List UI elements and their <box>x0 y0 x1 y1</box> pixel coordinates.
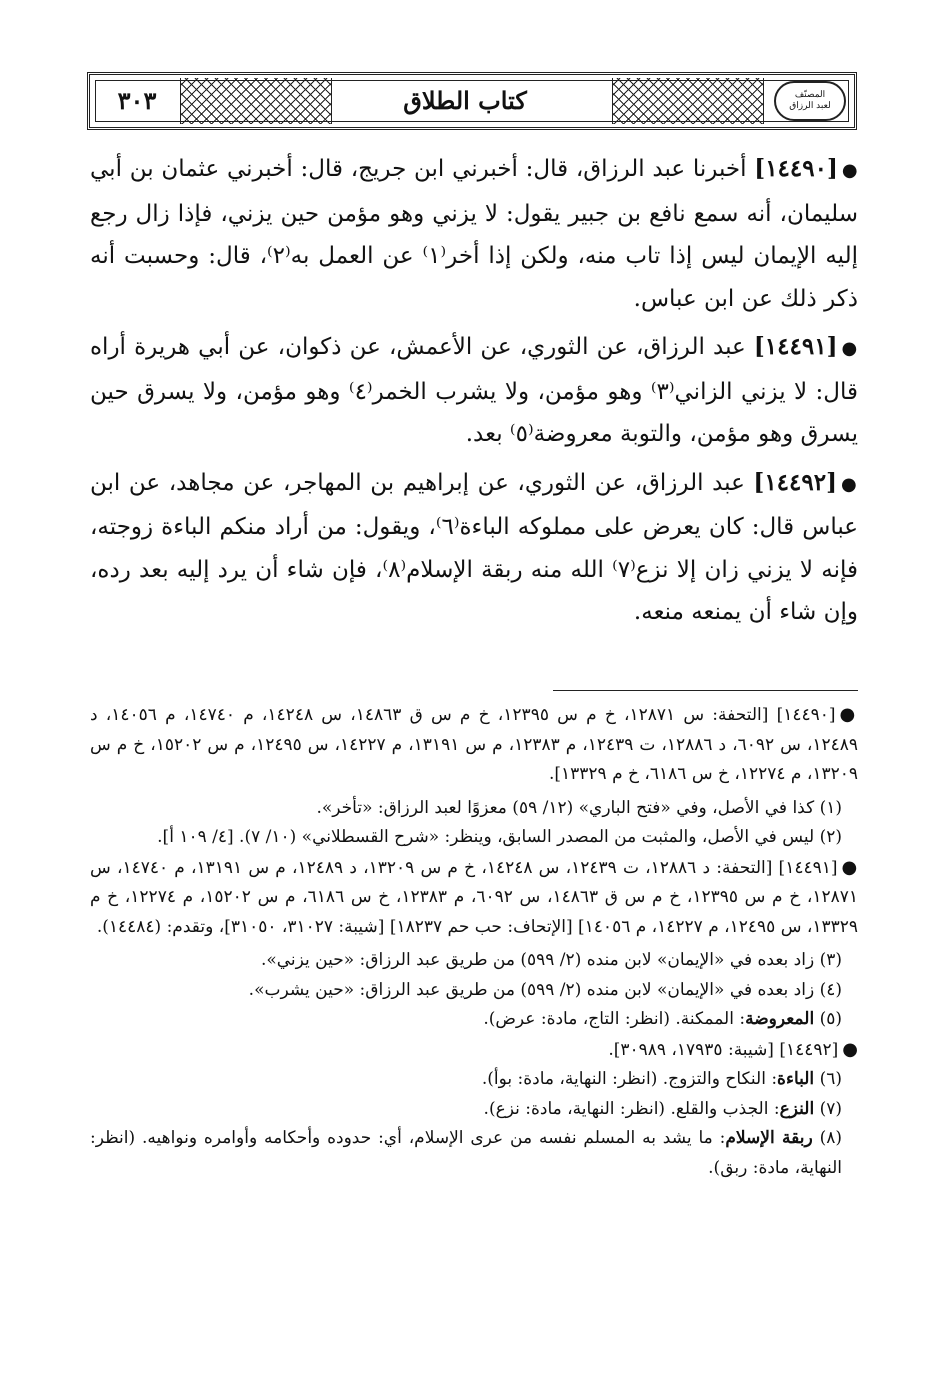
footnote-divider <box>553 690 858 691</box>
hadith-number: [١٤٤٩١] <box>753 333 838 360</box>
page-number: ٣٠٣ <box>117 86 157 115</box>
seal-line-2: لعبد الرزاق <box>789 101 831 111</box>
footnote-8: (٨) ربقة الإسلام: ما يشد به المسلم نفسه من عرى الإسلام، أي: حدوده وأحكامه وأوامره ونواهيه. (انظر: النهاية، مادة: ربق). <box>90 1128 842 1178</box>
page-header <box>87 72 857 130</box>
header-ornament-left <box>180 78 332 124</box>
hadith-text: عبد الرزاق، عن الثوري، عن إبراهيم بن المهاجر، عن مجاهد، عن ابن عباس قال: كان يعرض على مملوكه الباءة⁽٦⁾، ويقول: من أراد منكم الباءة زوجته، فإنه لا يزني زان إلا نزع⁽٧⁾ الله منه ربقة الإسلام⁽٨⁾، فإن شاء أن يرد إليه بعد رده، وإن شاء أن يمنعه منعه. <box>90 469 858 625</box>
takhrij-14492 <box>90 1035 858 1066</box>
hadith-14490 <box>90 148 858 320</box>
footnote-5: (٥) المعروضة: الممكنة. (انظر: التاج، مادة: عرض). <box>483 1009 842 1029</box>
chapter-title: كتاب الطلاق <box>340 81 590 121</box>
footnote-2: (٢) ليس في الأصل، والمثبت من المصدر السابق، وينظر: «شرح القسطلاني» (١٠/ ٧). [٤/ ١٠٩ أ]. <box>157 827 842 847</box>
bullet-icon: ● <box>841 160 858 181</box>
hadith-14492 <box>90 462 858 634</box>
takhrij-text: [١٤٤٩١] [التحفة: د ١٢٨٨٦، ت ١٢٤٣٩، س ١٤٢٤٨، خ م س ١٣٢٠٩، د ١٢٤٨٩، م س ١٣١٩١، م ١٤٧٤٠، س ١٢٨٧١، خ م س ١٢٣٩٥، خ م س ق ١٤٨٦٣، س ٦٠٩٢، م ١٢٣٨٣، خ س ٦١٨٦، م س ١٥٢٠٢، م ١٢٢٧٤، خ م ١٣٣٢٩، س ١٢٤٩٥، م ١٤٢٢٧، م ١٤٠٥٦] [الإتحاف: حب حم ١٨٢٣٧] [شيبة: ٣١٠٢٧، ٣١٠٥٠]، وتقدم: (١٤٤٨٤). <box>90 857 858 937</box>
footnote-term: النزع <box>779 1098 815 1119</box>
book-seal-logo <box>774 81 846 121</box>
main-text <box>90 148 858 634</box>
footnote-6: (٦) الباءة: النكاح والتزوج. (انظر: النهاية، مادة: بوأ). <box>481 1069 842 1089</box>
hadith-number: [١٤٤٩٠] <box>754 155 838 182</box>
footnote-text: : الممكنة. (انظر: التاج، مادة: عرض). <box>483 1009 746 1029</box>
bullet-icon: ● <box>840 473 858 495</box>
bullet-icon: ● <box>842 1038 858 1060</box>
footnote-term: ربقة الإسلام <box>725 1128 813 1148</box>
footnotes <box>90 700 858 1183</box>
hadith-number: [١٤٤٩٢] <box>753 468 837 496</box>
bullet-icon: ● <box>839 704 858 725</box>
footnote-1: (١) كذا في الأصل، وفي «فتح الباري» (١٢/ ٥٩) معزوًا لعبد الرزاق: «تأخر». <box>316 797 842 818</box>
header-ornament-right <box>612 78 764 124</box>
footnote-text: : ما يشد به المسلم نفسه من عرى الإسلام، أي: حدوده وأحكامه وأوامره ونواهيه. (انظر: النهاية، مادة: ربق). <box>90 1128 842 1178</box>
footnote-text: : النكاح والتزوج. (انظر: النهاية، مادة: بوأ). <box>481 1069 778 1089</box>
takhrij-text: [١٤٤٩٢] [شيبة: ١٧٩٣٥، ٣٠٩٨٩]. <box>608 1039 839 1060</box>
footnote-3: (٣) زاد بعده في «الإيمان» لابن منده (٢/ ٥٩٩) من طريق عبد الرزاق: «حين يزني». <box>260 950 842 970</box>
seal-line-1: المصنّف <box>794 90 826 100</box>
takhrij-14490 <box>90 700 858 790</box>
footnote-7: (٧) النزع: الجذب والقلع. (انظر: النهاية، مادة: نزع). <box>483 1098 842 1119</box>
footnote-4: (٤) زاد بعده في «الإيمان» لابن منده (٢/ ٥٩٩) من طريق عبد الرزاق: «حين يشرب». <box>248 979 842 1000</box>
hadith-14491 <box>90 326 858 456</box>
footnote-term: المعروضة <box>745 1009 815 1029</box>
bullet-icon: ● <box>841 338 859 359</box>
hadith-text: أخبرنا عبد الرزاق، قال: أخبرني ابن جريج، قال: أخبرني عثمان بن أبي سليمان، أنه سمع نافع بن جبير يقول: لا يزني وهو مؤمن حين يزني، فإذا زال رجع إليه الإيمان ليس إذا تاب منه، ولكن إذا أخر⁽١⁾ عن العمل به⁽٢⁾، قال: وحسبت أنه ذكر ذلك عن ابن عباس. <box>90 156 858 312</box>
footnote-text: : الجذب والقلع. (انظر: النهاية، مادة: نزع). <box>483 1098 780 1119</box>
takhrij-text: [١٤٤٩٠] [التحفة: س ١٢٨٧١، خ م س ١٢٣٩٥، خ م س ق ١٤٨٦٣، س ١٤٢٤٨، م ١٤٧٤٠، م ١٤٠٥٦، د ١٢٤٨٩، س ٦٠٩٢، د ١٢٨٨٦، ت ١٢٤٣٩، م ١٢٣٨٣، م س ١٣١٩١، م ١٤٢٢٧، س ١٢٤٩٥، م س ١٥٢٠٢، خ م س ١٣٢٠٩، م ١٢٢٧٤، خ س ٦١٨٦، خ م ١٣٣٢٩]. <box>90 705 858 784</box>
footnote-term: الباءة <box>777 1069 815 1089</box>
bullet-icon: ● <box>841 856 858 878</box>
takhrij-14491 <box>90 853 858 943</box>
hadith-text: عبد الرزاق، عن الثوري، عن الأعمش، عن ذكوان، عن أبي هريرة أراه قال: لا يزني الزاني⁽٣⁾ وهو مؤمن، ولا يشرب الخمر⁽٤⁾ وهو مؤمن، ولا يسرق حين يسرق وهو مؤمن، والتوبة معروضة⁽٥⁾ بعد. <box>90 334 858 447</box>
